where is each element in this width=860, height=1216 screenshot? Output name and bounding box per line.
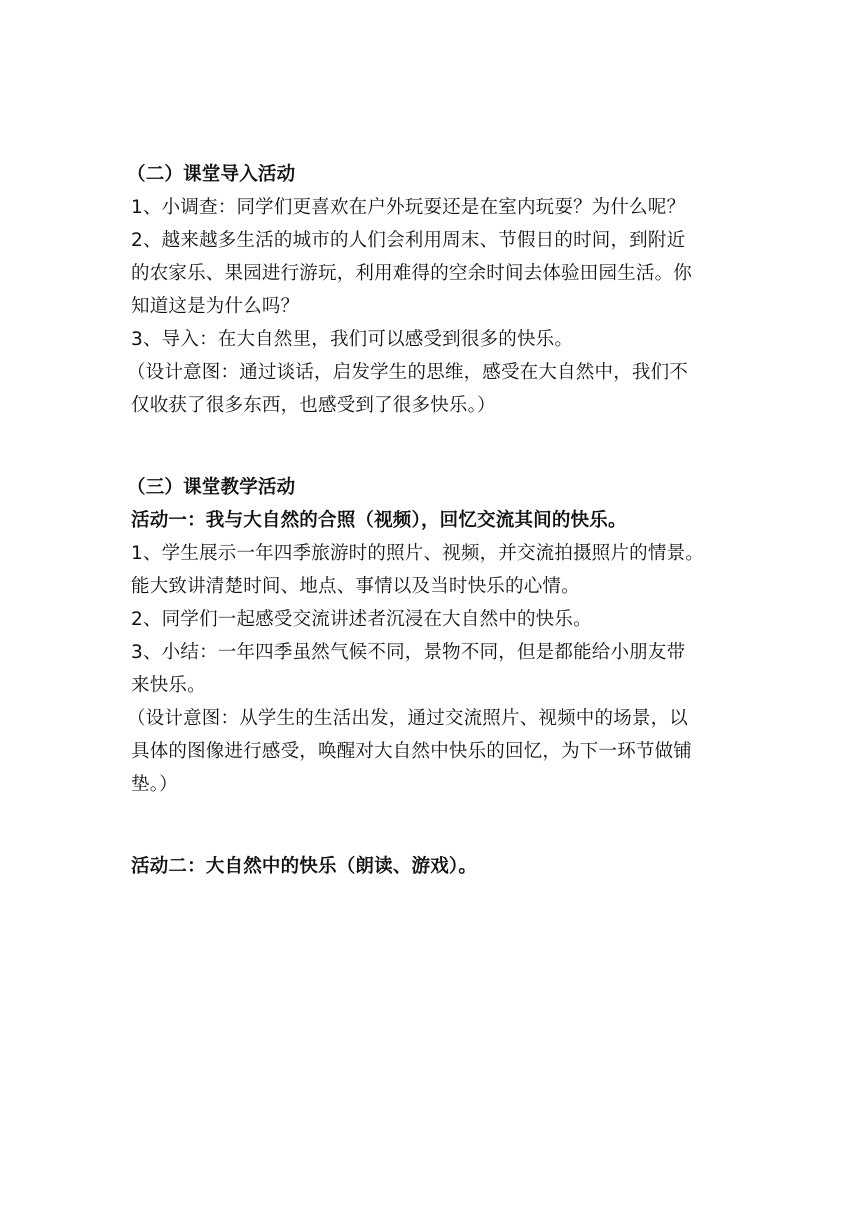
section-heading-classroom-teaching: （三）课堂教学活动 — [127, 477, 296, 498]
activity-one-heading: 活动一：我与大自然的合照（视频），回忆交流其间的快乐。 — [131, 510, 627, 531]
paragraph-line: 的农家乐、果园进行游玩，利用难得的空余时间去体验田园生活。你 — [131, 263, 693, 284]
paragraph-line: 3、小结：一年四季虽然气候不同，景物不同，但是都能给小朋友带 — [131, 642, 686, 663]
design-intent-line: 垫。） — [131, 774, 178, 795]
section-heading-classroom-intro: （二）课堂导入活动 — [127, 164, 296, 185]
paragraph-line: 2、同学们一起感受交流讲述者沉浸在大自然中的快乐。 — [131, 609, 592, 630]
design-intent-line: 仅收获了很多东西，也感受到了很多快乐。） — [131, 395, 496, 416]
paragraph-line: 2、越来越多生活的城市的人们会利用周末、节假日的时间，到附近 — [131, 230, 686, 251]
paragraph-line: 来快乐。 — [131, 675, 206, 696]
activity-two-heading: 活动二：大自然中的快乐（朗读、游戏）。 — [131, 856, 478, 877]
paragraph-line: 知道这是为什么吗？ — [131, 296, 300, 317]
paragraph-line: 3、导入：在大自然里，我们可以感受到很多的快乐。 — [131, 329, 574, 350]
design-intent-line: （设计意图：从学生的生活出发，通过交流照片、视频中的场景，以 — [127, 708, 689, 729]
paragraph-line: 能大致讲清楚时间、地点、事情以及当时快乐的心情。 — [131, 576, 580, 597]
section-spacer — [131, 422, 731, 471]
section-spacer — [131, 801, 731, 850]
design-intent-line: （设计意图：通过谈话，启发学生的思维，感受在大自然中，我们不 — [127, 362, 689, 383]
paragraph-line: 1、学生展示一年四季旅游时的照片、视频，并交流拍摄照片的情景。 — [131, 543, 704, 564]
document-body — [127, 158, 731, 883]
paragraph-line: 1、小调查：同学们更喜欢在户外玩耍还是在室内玩耍？为什么呢？ — [131, 197, 686, 218]
design-intent-line: 具体的图像进行感受，唤醒对大自然中快乐的回忆，为下一环节做铺 — [131, 741, 693, 762]
